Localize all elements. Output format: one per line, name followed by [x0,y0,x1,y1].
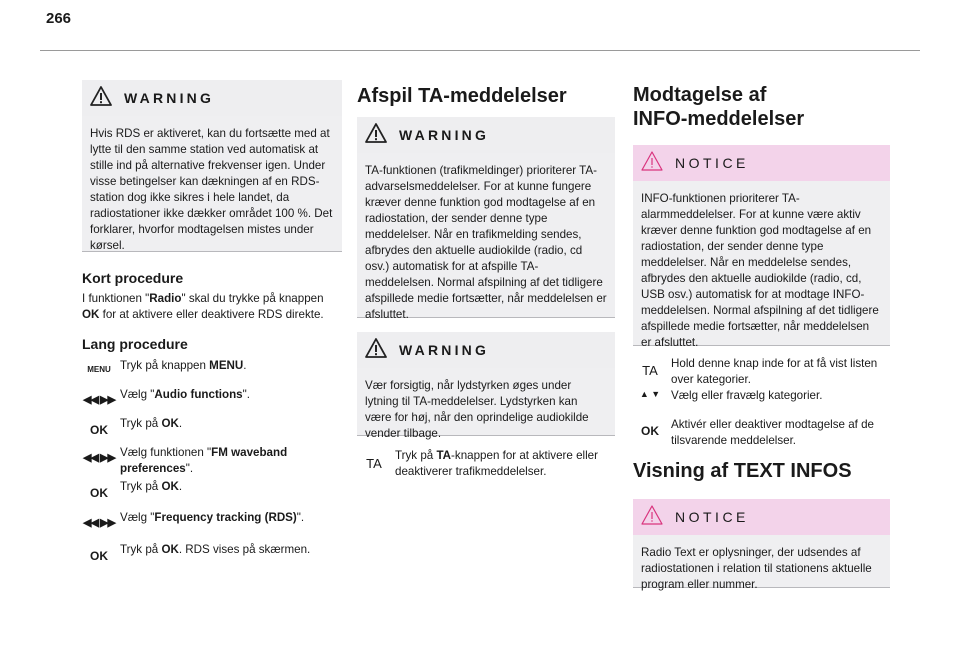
step-frequency-tracking [82,510,342,534]
notice-triangle-icon [641,151,663,176]
step-ok-2 [82,479,342,503]
short-procedure-heading: Kort procedure [82,270,184,286]
bold-label: OK [161,480,179,493]
bold-radio: Radio [149,292,182,305]
column-left [82,80,342,566]
ok-button-icon: OK [90,423,108,437]
warning-header [357,117,615,153]
notice-box-info [633,145,890,349]
ta-button-icon: TA [366,456,382,471]
notice-triangle-icon [641,505,663,530]
short-procedure-text [82,291,342,323]
text-span: ". [242,388,250,401]
step-audio-functions [82,387,342,411]
warning-text: Hvis RDS er aktiveret, kan du fortsætte med at lytte til den samme station ved automatisk at stille ind på alternative frekvenser igen. Under visse betingelser kan dækningen af en RDS-station dog ikke sikres i hele landet, da radiostationer ikke dækker området 100 %. Det forklarer, hvorfor modtagelsen mistes under kørsel. [90,127,333,252]
warning-header [82,80,342,116]
bold-label: TA [436,449,452,462]
warning-text: Vær forsigtig, når lydstyrken øges under lytning til TA-meddelelser. Lydstyrken kan være for høj, når den oprindelige audiokilde vender tilbage. [365,379,589,440]
column-right [633,80,890,591]
notice-header [633,145,890,181]
step-ok-3 [82,542,342,566]
header-divider [40,50,920,51]
notice-header [633,499,890,535]
page-number: 266 [46,10,72,27]
ta-hold-text: Hold denne knap inde for at få vist listen over kategorier. [671,357,878,386]
up-down-arrows-icon: ▲ ▼ [639,389,661,399]
warning-box-ta [357,117,615,321]
warning-text: TA-funktionen (trafikmeldinger) prioriterer TA-advarselsmeddelelser. For at kunne fungere kræver denne funktion god modtagelse af en radiostation, der sender denne type meddelelser. Når en trafikmelding sendes, afbrydes den aktuelle audiokilde (radio, cd osv.) automatisk for at afspille TA-meddelelsen. Normal afspilning af det tidligere afspillede medie fortsætter, når meddelelsen er afsluttet. [365,164,607,321]
ok-button-icon: OK [90,486,108,500]
step-ta-button [357,448,615,480]
menu-button-icon: MENU [87,365,111,374]
info-heading-line2: INFO-meddelelser [633,108,805,130]
long-procedure-heading: Lang procedure [82,336,188,352]
step-menu [82,358,342,382]
notice-box-text-infos [633,499,890,591]
text-span: Tryk på [395,449,437,462]
text-span: ". [185,462,194,475]
warning-header [357,332,615,368]
step-ta-hold [633,356,890,388]
text-span: ". [296,511,305,524]
bold-ok: OK [82,308,100,321]
ok-button-icon: OK [90,549,108,563]
text-span: . [178,480,183,493]
text-span: Tryk på [120,543,162,556]
text-span: I funktionen " [82,292,150,305]
notice-text: INFO-funktionen prioriterer TA-alarmmeddelelser. For at kunne være aktiv kræver denne funktion god modtagelse af en radiostation, der sender denne type meddelelser. Når en meddelelse sendes, afbrydes den aktuelle audiokilde (radio, cd, USB osv.) automatisk for at modtage INFO-meddelelsen. Normal afspilning af det tidligere afspillede medie fortsætter, når meddelelsen er afsluttet. [641,192,879,349]
text-infos-heading: Visning af TEXT INFOS [633,460,852,482]
bold-label: FM waveband preferences [120,446,288,475]
ta-heading: Afspil TA-meddelelser [357,85,567,107]
ta-button-icon: TA [642,363,658,378]
warning-triangle-icon [365,338,387,363]
step-ok-1 [82,416,342,440]
info-heading [633,83,890,131]
text-span: . [178,417,183,430]
ok-button-icon: OK [641,424,659,438]
left-right-arrows-icon: ◀◀ ▶▶ [83,517,115,529]
notice-text: Radio Text er oplysninger, der udsendes af radiostationen i relation til stationens aktuelle program eller nummer. [641,546,872,591]
text-span: Vælg funktionen " [120,446,212,459]
text-span: " skal du trykke på knappen [181,292,324,305]
text-span: Tryk på [120,480,162,493]
notice-title: NOTICE [675,509,749,525]
warning-title: WARNING [399,127,490,143]
left-right-arrows-icon: ◀◀ ▶▶ [83,452,115,464]
text-span: Vælg " [120,511,155,524]
bold-label: MENU [209,359,244,372]
warning-box-rds [82,80,342,252]
warning-title: WARNING [124,90,215,106]
bold-label: Frequency tracking (RDS) [154,511,297,524]
text-span: for at aktivere eller deaktivere RDS direkte. [99,308,324,321]
step-up-down [633,388,890,414]
warning-triangle-icon [365,123,387,148]
bold-label: OK [161,543,179,556]
ok-info-text: Aktivér eller deaktiver modtagelse af de tilsvarende meddelelser. [671,418,874,447]
info-heading-line1: Modtagelse af [633,84,767,106]
text-span: Vælg " [120,388,155,401]
warning-triangle-icon [90,86,112,111]
warning-box-volume [357,332,615,440]
left-right-arrows-icon: ◀◀ ▶▶ [83,394,115,406]
text-span: . RDS vises på skærmen. [178,543,311,556]
notice-title: NOTICE [675,155,749,171]
text-span: -knappen for at aktivere eller deaktiverer trafikmeddelelser. [395,449,598,478]
text-span: Tryk på knappen [120,359,210,372]
bold-label: Audio functions [154,388,243,401]
step-ok-info [633,417,890,451]
up-down-text: Vælg eller fravælg kategorier. [671,389,823,402]
text-span: Tryk på [120,417,162,430]
step-fm-waveband [82,445,342,479]
warning-title: WARNING [399,342,490,358]
text-span: . [243,359,247,372]
column-middle [357,80,615,480]
bold-label: OK [161,417,179,430]
